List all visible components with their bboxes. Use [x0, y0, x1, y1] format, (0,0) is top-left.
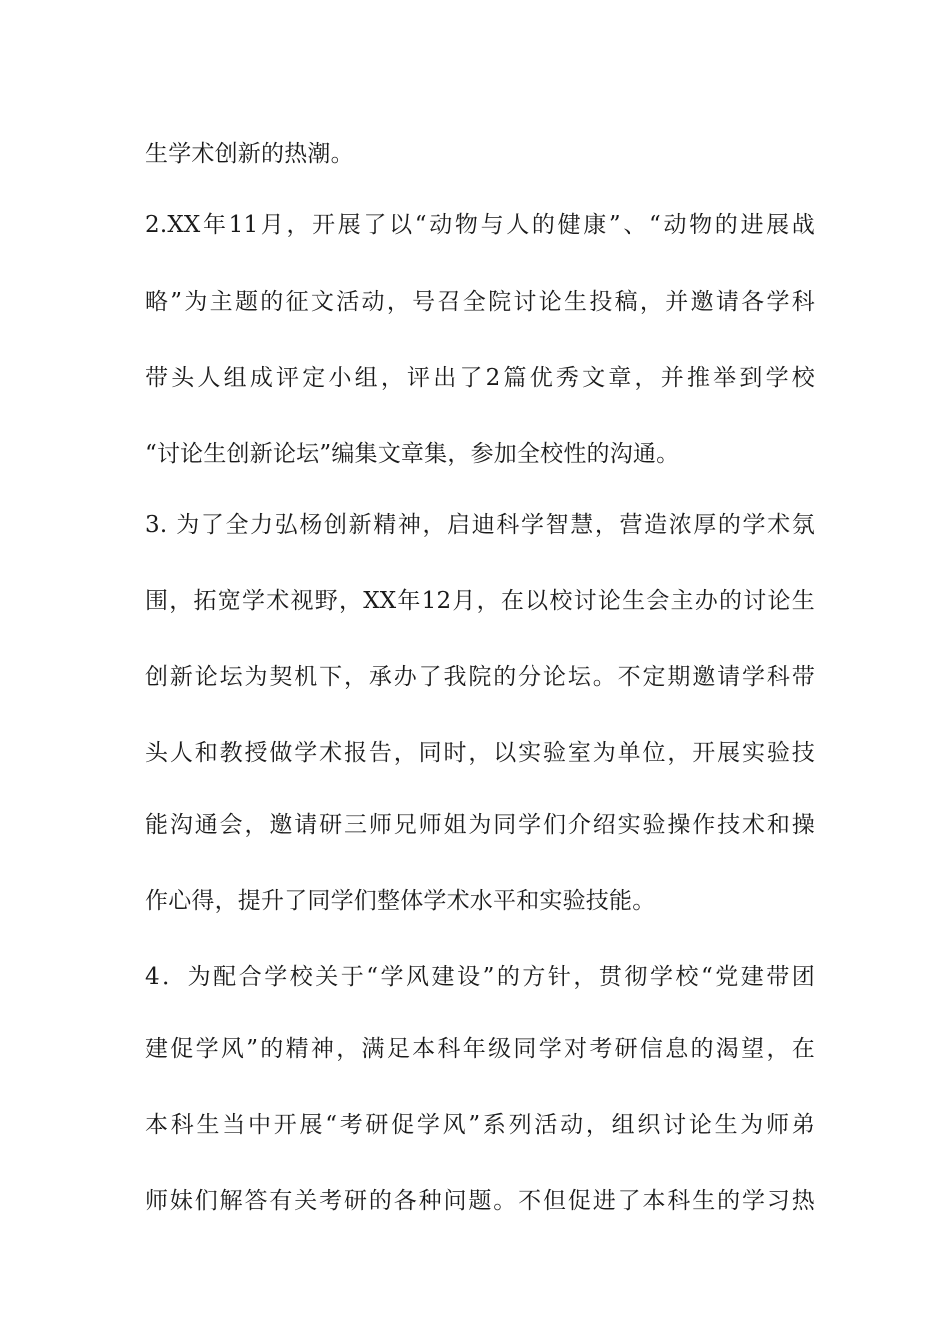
text-line: 围，拓宽学术视野，XX年12月，在以校讨论生会主办的讨论生: [145, 588, 815, 614]
text-line: 略”为主题的征文活动，号召全院讨论生投稿，并邀请各学科: [145, 289, 815, 315]
text-line: 2.XX年11月，开展了以“动物与人的健康”、“动物的进展战: [145, 212, 815, 238]
text-line: 师妹们解答有关考研的各种问题。不但促进了本科生的学习热: [145, 1188, 815, 1214]
text-line: 能沟通会，邀请研三师兄师姐为同学们介绍实验操作技术和操: [145, 812, 815, 838]
text-line: 创新论坛为契机下，承办了我院的分论坛。不定期邀请学科带: [145, 664, 815, 690]
text-line: 3. 为了全力弘杨创新精神，启迪科学智慧，营造浓厚的学术氛: [145, 512, 815, 538]
text-line: 建促学风”的精神，满足本科年级同学对考研信息的渴望，在: [145, 1036, 815, 1062]
text-line: 作心得，提升了同学们整体学术水平和实验技能。: [145, 888, 656, 914]
text-line: 本科生当中开展“考研促学风”系列活动，组织讨论生为师弟: [145, 1112, 815, 1138]
text-line: 4．为配合学校关于“学风建设”的方针，贯彻学校“党建带团: [145, 964, 815, 990]
text-line: “讨论生创新论坛”编集文章集，参加全校性的沟通。: [145, 441, 680, 467]
text-line: 头人和教授做学术报告，同时，以实验室为单位，开展实验技: [145, 740, 815, 766]
text-line: 生学术创新的热潮。: [145, 141, 354, 167]
text-line: 带头人组成评定小组，评出了2篇优秀文章，并推举到学校: [145, 365, 815, 391]
